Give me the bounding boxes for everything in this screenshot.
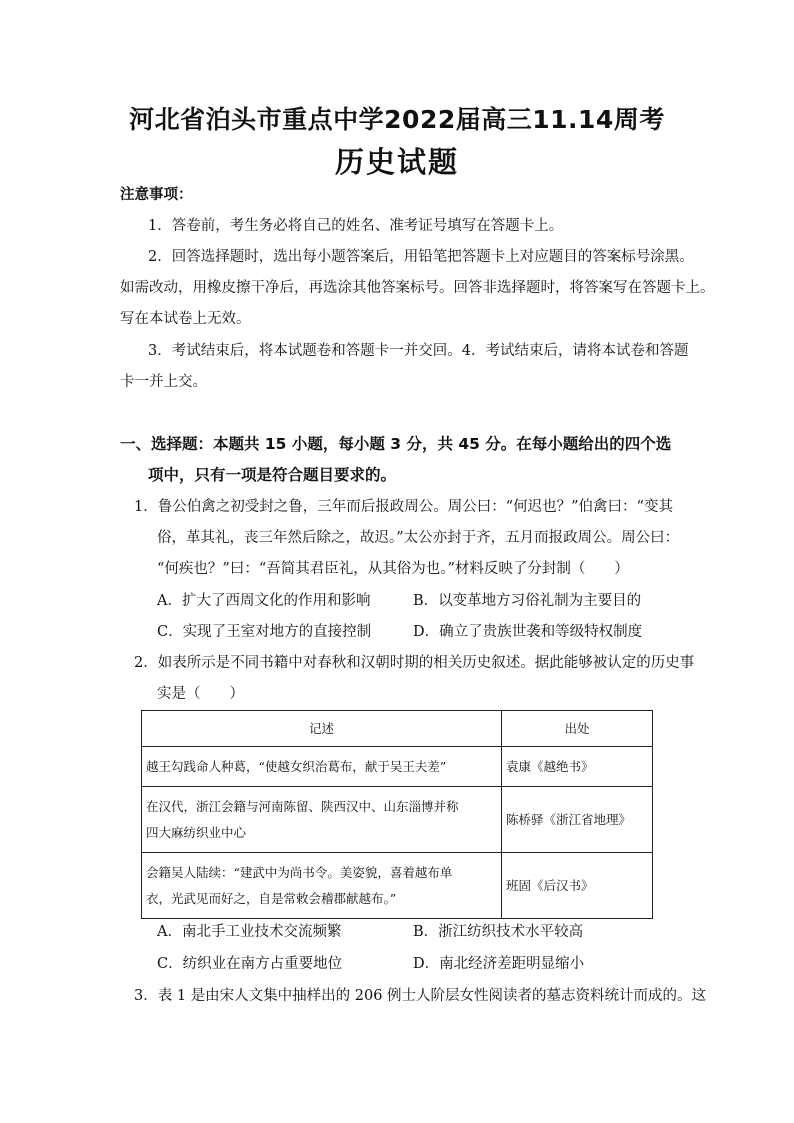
exam-subject-title: 历史试题	[334, 145, 459, 179]
question-2-option-a: A．南北手工业技术交流频繁	[157, 924, 342, 940]
question-1-option-c: C．实现了王室对地方的直接控制	[157, 624, 372, 640]
table-cell-source: 袁康《越绝书》	[502, 747, 653, 787]
table-cell-source: 陈桥驿《浙江省地理》	[502, 787, 653, 853]
record-text-line-1: 在汉代，浙江会籍与河南陈留、陕西汉中、山东淄博并称	[146, 798, 459, 814]
question-3-line-1: 3．表 1 是由宋人文集中抽样出的 206 例士人阶层女性阅读者的墓志资料统计而成的。这	[134, 988, 707, 1004]
notice-item-2-line-2: 如需改动，用橡皮擦干净后，再选涂其他答案标号。回答非选择题时，将答案写在答题卡上。	[120, 280, 715, 296]
notice-heading: 注意事项：	[120, 187, 193, 203]
record-text-line-1: 越王勾践命人种葛，“使越女织治葛布，献于吴王夫差”	[146, 758, 447, 774]
notice-item-3-line-2: 卡一并上交。	[120, 374, 207, 390]
question-1-line-3: “何疾也？”曰：“吾简其君臣礼，从其俗为也。”材料反映了分封制（ ）	[157, 561, 629, 577]
question-2-option-b: B．浙江纺织技术水平较高	[413, 924, 584, 940]
record-text-line-2: 衣，光武见而好之，自是常敕会稽郡献越布。”	[146, 890, 397, 906]
table-header-row	[142, 711, 653, 747]
question-2-option-d: D．南北经济差距明显缩小	[413, 956, 585, 972]
question-1-option-b: B．以变革地方习俗礼制为主要目的	[413, 593, 642, 609]
question-1-line-2: 俗，革其礼，丧三年然后除之，故迟。”太公亦封于齐，五月而报政周公。周公曰：	[157, 530, 680, 546]
notice-item-2-line-1: 2．回答选择题时，选出每小题答案后，用铅笔把答题卡上对应题目的答案标号涂黑。	[148, 249, 694, 265]
question-2-line-2: 实是（ ）	[157, 686, 244, 702]
question-2-option-c: C．纺织业在南方占重要地位	[157, 956, 343, 972]
section-heading-line-2: 项中，只有一项是符合题目要求的。	[148, 466, 397, 484]
question-1-line-1: 1．鲁公伯禽之初受封之鲁，三年而后报政周公。周公曰：“何迟也？”伯禽曰：“变其	[134, 499, 673, 515]
table-row	[142, 853, 653, 919]
table-row	[142, 747, 653, 787]
history-table	[141, 710, 653, 919]
record-text-line-1: 会籍吴人陆续：“建武中为尚书令。美姿貌，喜着越布单	[146, 864, 453, 880]
notice-item-1: 1．答卷前，考生务必将自己的姓名、准考证号填写在答题卡上。	[148, 218, 564, 234]
table-cell-source: 班固《后汉书》	[502, 853, 653, 919]
table-cell-record	[142, 853, 502, 919]
table-header-source: 出处	[502, 711, 653, 747]
question-1-option-a: A．扩大了西周文化的作用和影响	[157, 593, 371, 609]
table-row	[142, 787, 653, 853]
question-1-option-d: D．确立了贵族世袭和等级特权制度	[413, 624, 643, 640]
table-cell-record	[142, 747, 502, 787]
section-heading-line-1: 一、选择题：本题共 15 小题，每小题 3 分，共 45 分。在每小题给出的四个选	[120, 435, 672, 453]
table-header-record: 记述	[142, 711, 502, 747]
record-text-line-2: 四大麻纺织业中心	[146, 824, 247, 840]
notice-item-3-line-1: 3．考试结束后，将本试题卷和答题卡一并交回。4．考试结束后，请将本试卷和答题	[148, 343, 689, 359]
question-2-line-1: 2．如表所示是不同书籍中对春秋和汉朝时期的相关历史叙述。据此能够被认定的历史事	[134, 655, 695, 671]
notice-item-2-line-3: 写在本试卷上无效。	[120, 311, 251, 327]
exam-title: 河北省泊头市重点中学2022届高三11.14周考	[129, 105, 665, 134]
table-cell-record	[142, 787, 502, 853]
